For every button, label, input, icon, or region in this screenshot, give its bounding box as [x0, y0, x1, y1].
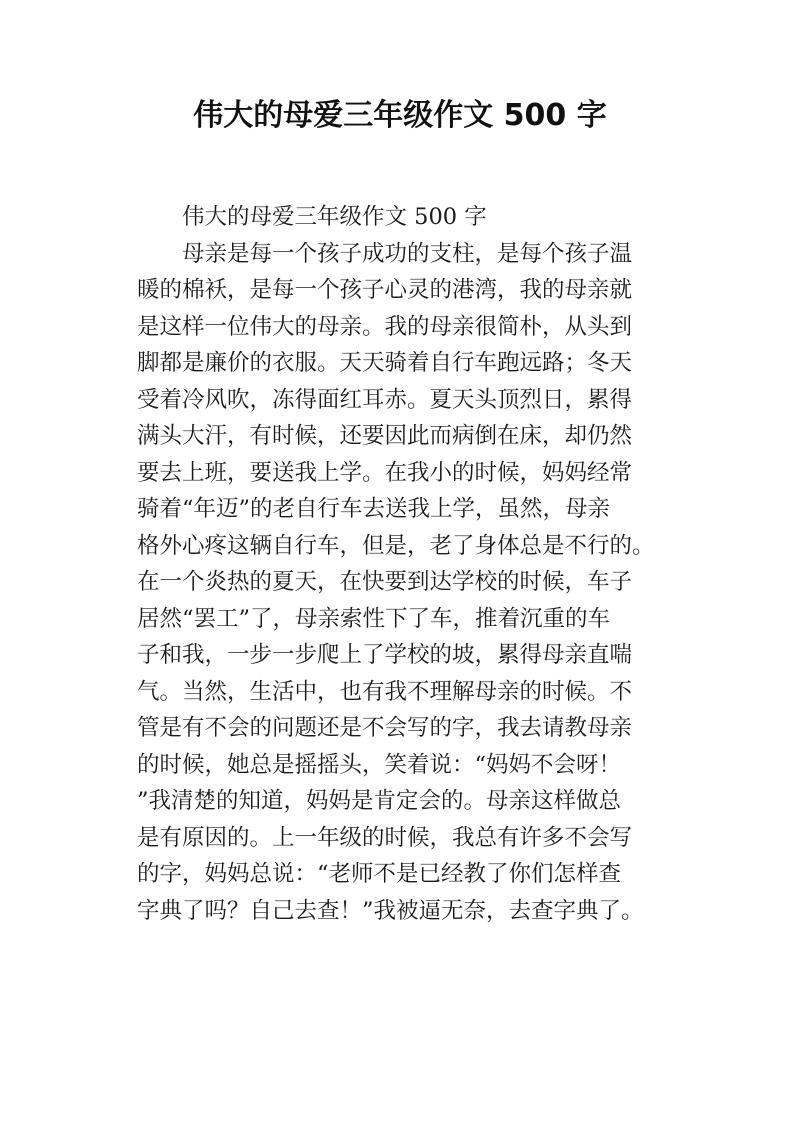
body-line: 的字，妈妈总说：“老师不是已经教了你们怎样查 [137, 861, 622, 887]
body-line: 管是有不会的问题还是不会写的字，我去请教母亲 [137, 715, 633, 741]
body-line: ”我清楚的知道，妈妈是肯定会的。母亲这样做总 [137, 788, 622, 814]
body-line: 气。当然，生活中，也有我不理解母亲的时候。不 [137, 678, 633, 705]
body-line: 满头大汗，有时候，还要因此而病倒在床，却仍然 [137, 423, 633, 449]
body-line: 居然“罢工”了，母亲索性下了车，推着沉重的车 [137, 605, 611, 632]
body-line: 母亲是每一个孩子成功的支柱，是每个孩子温 [182, 240, 633, 267]
document-title: 伟大的母爱三年级作文 500 字 [193, 98, 607, 133]
body-line: 要去上班，要送我上学。在我小的时候，妈妈经常 [137, 459, 633, 486]
body-line: 是这样一位伟大的母亲。我的母亲很简朴，从头到 [137, 313, 633, 340]
body-line: 格外心疼这辆自行车，但是，老了身体总是不行的。 [137, 532, 655, 559]
body-line: 脚都是廉价的衣服。天天骑着自行车跑远路；冬天 [137, 350, 633, 376]
body-line: 是有原因的。上一年级的时候，我总有许多不会写 [137, 824, 633, 851]
document-body [137, 199, 677, 929]
body-line: 在一个炎热的夏天，在快要到达学校的时候，车子 [137, 569, 633, 595]
body-line: 骑着“年迈”的老自行车去送我上学，虽然，母亲 [137, 496, 611, 522]
body-line: 受着冷风吹，冻得面红耳赤。夏天头顶烈日，累得 [137, 386, 633, 413]
body-line: 暖的棉袄，是每一个孩子心灵的港湾，我的母亲就 [137, 277, 633, 303]
body-line: 字典了吗？自己去查！”我被逼无奈，去查字典了。 [137, 897, 644, 924]
body-line: 子和我，一步一步爬上了学校的坡，累得母亲直喘 [137, 642, 633, 668]
body-line: 的时候，她总是摇摇头，笑着说：“妈妈不会呀！ [137, 751, 622, 778]
body-subtitle: 伟大的母爱三年级作文 500 字 [182, 204, 487, 230]
